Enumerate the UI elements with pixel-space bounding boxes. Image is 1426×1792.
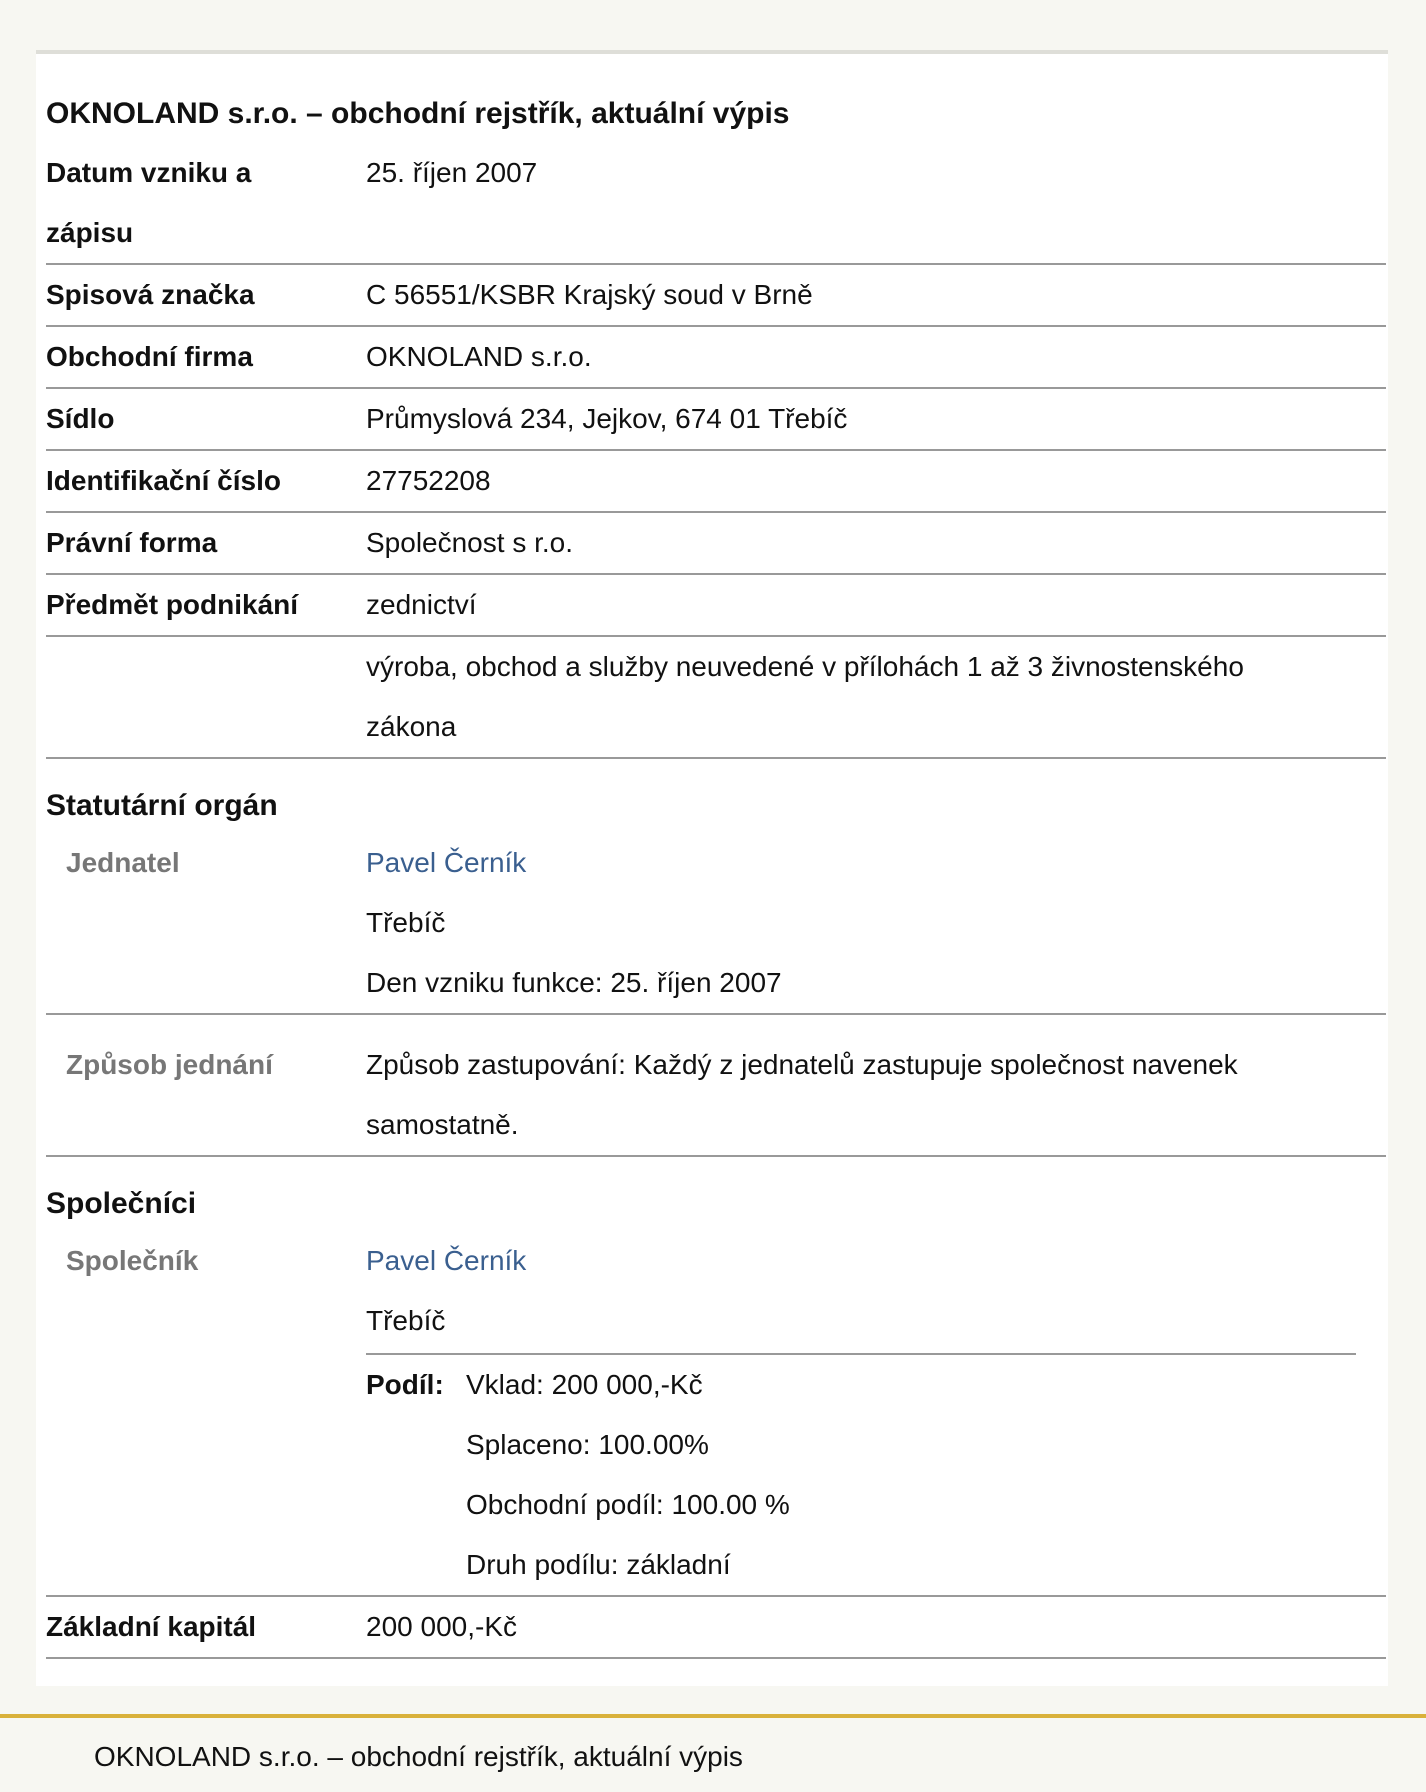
row-label-empty bbox=[46, 637, 366, 757]
row-sidlo bbox=[46, 389, 1386, 451]
row-zakladni-kapital bbox=[46, 1597, 1386, 1659]
value-line: zákona bbox=[366, 711, 457, 742]
row-label: Právní forma bbox=[46, 527, 218, 558]
row-label: Identifikační číslo bbox=[46, 465, 281, 496]
podil-druh: Druh podílu: základní bbox=[466, 1549, 731, 1580]
row-value: 200 000,-Kč bbox=[366, 1611, 517, 1642]
row-value bbox=[366, 833, 1386, 1013]
row-zpusob-jednani bbox=[46, 1015, 1386, 1157]
person-link-jednatel[interactable]: Pavel Černík bbox=[366, 847, 527, 878]
footer-title: OKNOLAND s.r.o. – obchodní rejstřík, aktuální výpis bbox=[94, 1741, 743, 1772]
row-label: Základní kapitál bbox=[46, 1611, 257, 1642]
row-datum-vzniku bbox=[46, 143, 1386, 265]
podil-values bbox=[466, 1355, 790, 1595]
person-city: Třebíč bbox=[366, 907, 446, 938]
row-value: Společnost s r.o. bbox=[366, 527, 574, 558]
person-city: Třebíč bbox=[366, 1305, 446, 1336]
value-line: Způsob zastupování: Každý z jednatelů zastupuje společnost navenek bbox=[366, 1049, 1238, 1080]
record-content bbox=[46, 94, 1386, 1659]
person-since: Den vzniku funkce: 25. říjen 2007 bbox=[366, 967, 782, 998]
row-value: Průmyslová 234, Jejkov, 674 01 Třebíč bbox=[366, 403, 848, 434]
row-label: Spisová značka bbox=[46, 279, 255, 310]
value-line: samostatně. bbox=[366, 1109, 519, 1140]
row-label bbox=[46, 143, 366, 263]
record-card bbox=[36, 50, 1388, 1686]
page-footer bbox=[0, 1714, 1426, 1792]
row-value bbox=[366, 1231, 1386, 1595]
row-label: Způsob jednání bbox=[66, 1049, 273, 1080]
row-value: C 56551/KSBR Krajský soud v Brně bbox=[366, 279, 813, 310]
podil-splaceno: Splaceno: 100.00% bbox=[466, 1429, 709, 1460]
person-link-wrap bbox=[366, 1231, 1386, 1291]
row-spisova-znacka bbox=[46, 265, 1386, 327]
row-value bbox=[366, 1015, 1386, 1155]
podil-obchodni: Obchodní podíl: 100.00 % bbox=[466, 1489, 790, 1520]
page-title: OKNOLAND s.r.o. – obchodní rejstřík, aktuální výpis bbox=[46, 97, 790, 130]
podil-vklad: Vklad: 200 000,-Kč bbox=[466, 1369, 703, 1400]
row-label: Jednatel bbox=[66, 847, 180, 878]
row-label: Společník bbox=[66, 1245, 199, 1276]
row-pravni-forma bbox=[46, 513, 1386, 575]
podil-label: Podíl: bbox=[366, 1369, 444, 1400]
value-line: výroba, obchod a služby neuvedené v přílohách 1 až 3 živnostenského bbox=[366, 651, 1244, 682]
podil-block bbox=[366, 1355, 1386, 1595]
row-value: 25. říjen 2007 bbox=[366, 157, 538, 188]
row-value: 27752208 bbox=[366, 465, 491, 496]
row-value: zednictví bbox=[366, 589, 477, 620]
section-heading-spolecnici: Společníci bbox=[46, 1187, 197, 1220]
row-spolecnik bbox=[46, 1231, 1386, 1597]
row-predmet-podnikani bbox=[46, 575, 1386, 637]
row-value bbox=[366, 637, 1386, 757]
row-label: Sídlo bbox=[46, 403, 115, 434]
person-link-spolecnik[interactable]: Pavel Černík bbox=[366, 1245, 527, 1276]
row-value: OKNOLAND s.r.o. bbox=[366, 341, 592, 372]
person-link-wrap bbox=[366, 833, 1386, 893]
row-predmet-podnikani-2 bbox=[46, 637, 1386, 759]
row-obchodni-firma bbox=[46, 327, 1386, 389]
label-line: Datum vzniku a bbox=[46, 157, 252, 188]
row-label: Obchodní firma bbox=[46, 341, 253, 372]
label-line: zápisu bbox=[46, 217, 134, 248]
row-identifikacni-cislo bbox=[46, 451, 1386, 513]
row-label: Předmět podnikání bbox=[46, 589, 299, 620]
row-jednatel bbox=[46, 833, 1386, 1015]
section-heading-statutarni: Statutární orgán bbox=[46, 789, 278, 822]
